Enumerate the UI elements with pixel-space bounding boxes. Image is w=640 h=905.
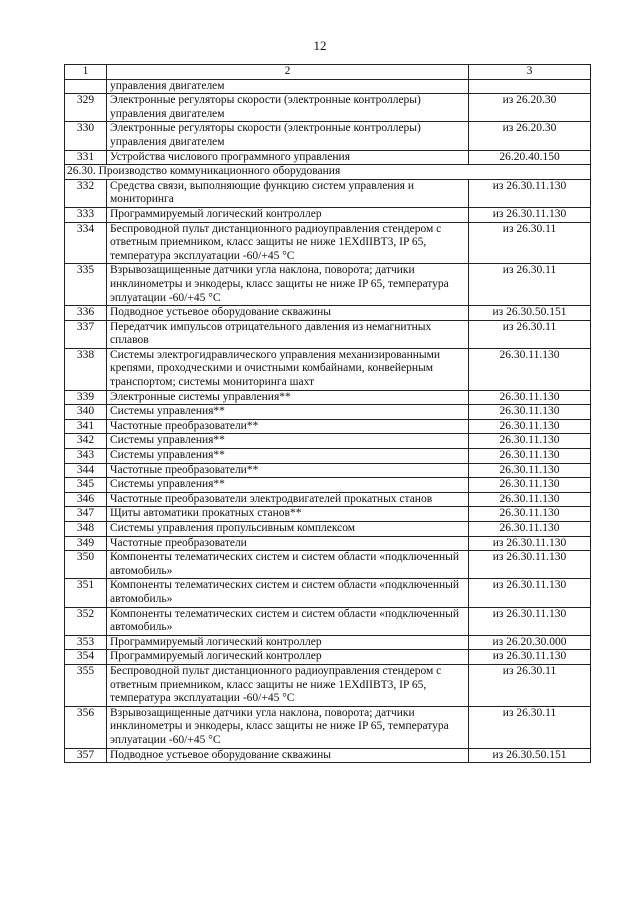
table-row (65, 748, 591, 763)
row-name: Щиты автоматики прокатных станов** (107, 507, 469, 522)
row-number: 347 (65, 507, 107, 522)
column-header-name: 2 (107, 65, 469, 80)
row-code: из 26.30.11.130 (469, 579, 591, 607)
row-code: из 26.30.11.130 (469, 607, 591, 635)
row-name: Системы управления** (107, 434, 469, 449)
table-row (65, 179, 591, 207)
row-name: Беспроводной пульт дистанционного радиоуправления стендером с ответным приемником, класс защиты не ниже 1EXdIIBT3, IP 65, температура эксплуатации -60/+45 °C (107, 664, 469, 706)
row-number: 357 (65, 748, 107, 763)
row-code (469, 79, 591, 94)
products-table (64, 64, 591, 763)
row-name: Компоненты телематических систем и систем области «подключенный автомобиль» (107, 607, 469, 635)
row-name: Частотные преобразователи электродвигателей прокатных станов (107, 492, 469, 507)
row-name: Подводное устьевое оборудование скважины (107, 748, 469, 763)
row-code: из 26.30.50.151 (469, 306, 591, 321)
row-code: из 26.30.11 (469, 706, 591, 748)
row-code: из 26.30.11.130 (469, 536, 591, 551)
row-code: из 26.30.11.130 (469, 551, 591, 579)
table-row (65, 94, 591, 122)
row-code: 26.30.11.130 (469, 348, 591, 390)
section-row (65, 165, 591, 180)
row-number: 345 (65, 478, 107, 493)
table-row (65, 306, 591, 321)
row-number: 349 (65, 536, 107, 551)
row-code: из 26.30.11.130 (469, 179, 591, 207)
row-number: 354 (65, 650, 107, 665)
row-code: из 26.30.11 (469, 664, 591, 706)
row-number: 329 (65, 94, 107, 122)
row-number: 352 (65, 607, 107, 635)
row-code: 26.30.11.130 (469, 478, 591, 493)
row-code: из 26.20.30 (469, 94, 591, 122)
table-row (65, 551, 591, 579)
row-name: Устройства числового программного управления (107, 150, 469, 165)
table-row (65, 478, 591, 493)
page-number: 12 (313, 38, 327, 53)
row-name: Взрывозащищенные датчики угла наклона, поворота; датчики инклинометры и энкодеры, класс защиты не ниже IP 65, температура эплуатации -60/+45 °C (107, 706, 469, 748)
row-code: 26.30.11.130 (469, 405, 591, 420)
column-header-code: 3 (469, 65, 591, 80)
row-number: 341 (65, 419, 107, 434)
table-row (65, 150, 591, 165)
table-row (65, 348, 591, 390)
row-name: Программируемый логический контроллер (107, 650, 469, 665)
row-code: 26.30.11.130 (469, 434, 591, 449)
row-number (65, 79, 107, 94)
row-name: Передатчик импульсов отрицательного давления из немагнитных сплавов (107, 320, 469, 348)
table-row (65, 579, 591, 607)
row-code: из 26.20.30 (469, 122, 591, 150)
row-number: 337 (65, 320, 107, 348)
table-row (65, 463, 591, 478)
table-header-row (65, 65, 591, 80)
table-row (65, 522, 591, 537)
table-row (65, 607, 591, 635)
table-row (65, 706, 591, 748)
table-row (65, 419, 591, 434)
row-code: из 26.20.30.000 (469, 635, 591, 650)
row-code: из 26.30.11 (469, 264, 591, 306)
row-number: 342 (65, 434, 107, 449)
table-row (65, 434, 591, 449)
table-row (65, 222, 591, 264)
row-number: 330 (65, 122, 107, 150)
row-number: 334 (65, 222, 107, 264)
row-name: Электронные регуляторы скорости (электронные контроллеры) управления двигателем (107, 122, 469, 150)
row-code: 26.30.11.130 (469, 507, 591, 522)
table-row (65, 635, 591, 650)
row-name: Частотные преобразователи** (107, 419, 469, 434)
table-row (65, 320, 591, 348)
row-name: Компоненты телематических систем и систем области «подключенный автомобиль» (107, 579, 469, 607)
row-code: 26.20.40.150 (469, 150, 591, 165)
row-number: 344 (65, 463, 107, 478)
row-number: 333 (65, 207, 107, 222)
table-row (65, 390, 591, 405)
row-number: 340 (65, 405, 107, 420)
row-number: 348 (65, 522, 107, 537)
row-code: 26.30.11.130 (469, 449, 591, 464)
row-name: управления двигателем (107, 79, 469, 94)
row-number: 353 (65, 635, 107, 650)
row-name: Электронные регуляторы скорости (электронные контроллеры) управления двигателем (107, 94, 469, 122)
table-row (65, 122, 591, 150)
row-code: из 26.30.50.151 (469, 748, 591, 763)
column-header-number: 1 (65, 65, 107, 80)
row-name: Частотные преобразователи (107, 536, 469, 551)
table-row (65, 264, 591, 306)
row-number: 339 (65, 390, 107, 405)
row-name: Частотные преобразователи** (107, 463, 469, 478)
row-name: Электронные системы управления** (107, 390, 469, 405)
row-code: из 26.30.11.130 (469, 207, 591, 222)
row-name: Беспроводной пульт дистанционного радиоуправления стендером с ответным приемником, класс защиты не ниже 1EXdIIBT3, IP 65, температура эксплуатации -60/+45 °C (107, 222, 469, 264)
row-name: Взрывозащищенные датчики угла наклона, поворота; датчики инклинометры и энкодеры, класс защиты не ниже IP 65, температура эплуатации -60/+45 °C (107, 264, 469, 306)
row-name: Программируемый логический контроллер (107, 635, 469, 650)
row-code: 26.30.11.130 (469, 390, 591, 405)
table-row (65, 664, 591, 706)
row-number: 338 (65, 348, 107, 390)
row-number: 335 (65, 264, 107, 306)
row-name: Системы управления** (107, 449, 469, 464)
row-number: 355 (65, 664, 107, 706)
table-row (65, 449, 591, 464)
table-row (65, 492, 591, 507)
row-name: Компоненты телематических систем и систем области «подключенный автомобиль» (107, 551, 469, 579)
row-name: Подводное устьевое оборудование скважины (107, 306, 469, 321)
table-body (65, 79, 591, 763)
row-number: 356 (65, 706, 107, 748)
row-code: из 26.30.11.130 (469, 650, 591, 665)
table-row (65, 207, 591, 222)
row-code: 26.30.11.130 (469, 419, 591, 434)
row-number: 331 (65, 150, 107, 165)
row-name: Программируемый логический контроллер (107, 207, 469, 222)
table-row (65, 507, 591, 522)
row-number: 332 (65, 179, 107, 207)
row-name: Средства связи, выполняющие функцию систем управления и мониторинга (107, 179, 469, 207)
row-number: 350 (65, 551, 107, 579)
row-name: Системы управления** (107, 478, 469, 493)
row-name: Системы управления пропульсивным комплексом (107, 522, 469, 537)
row-number: 343 (65, 449, 107, 464)
table-row (65, 79, 591, 94)
row-code: 26.30.11.130 (469, 492, 591, 507)
row-code: 26.30.11.130 (469, 463, 591, 478)
row-number: 346 (65, 492, 107, 507)
row-code: 26.30.11.130 (469, 522, 591, 537)
row-number: 336 (65, 306, 107, 321)
row-name: Системы управления** (107, 405, 469, 420)
table-row (65, 650, 591, 665)
row-name: Системы электрогидравлического управления механизированными крепями, проходческими и очистными комбайнами, конвейерным транспортом; системы мониторинга шахт (107, 348, 469, 390)
row-code: из 26.30.11 (469, 320, 591, 348)
row-code: из 26.30.11 (469, 222, 591, 264)
table-row (65, 536, 591, 551)
row-number: 351 (65, 579, 107, 607)
section-title: 26.30. Производство коммуникационного оборудования (65, 165, 591, 180)
table-row (65, 405, 591, 420)
